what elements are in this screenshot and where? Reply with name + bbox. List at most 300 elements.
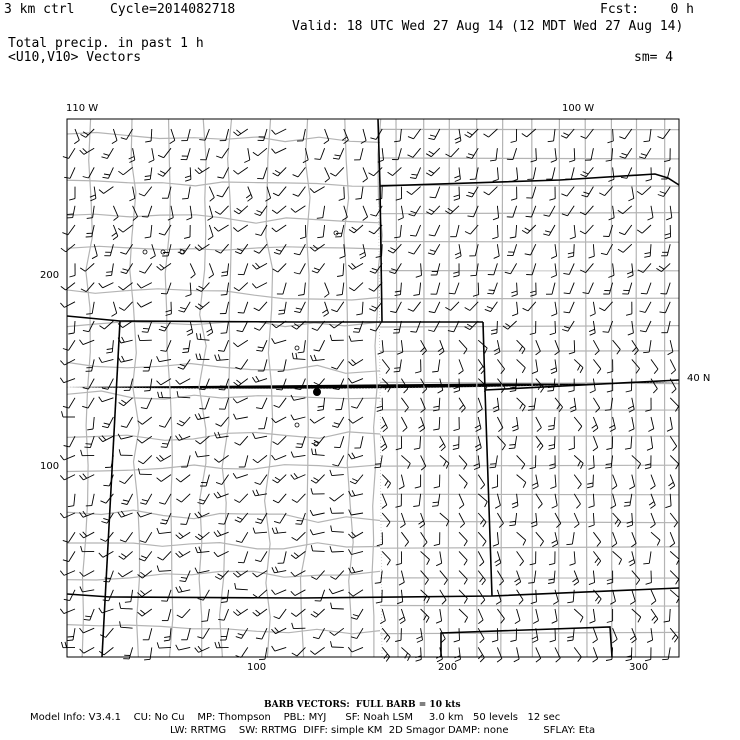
wind-barb [161,590,171,601]
barb-flag [119,449,120,455]
barb-staff [613,263,614,275]
barb-staff [103,283,114,288]
barb-flag [370,215,376,217]
barb-staff [459,359,463,370]
barb-flag [252,284,256,289]
barb-flag [102,388,108,389]
barb-flag [624,506,630,507]
barb-staff [585,225,593,234]
barb-staff [161,475,171,482]
barb-flag [314,350,320,351]
wind-barb [509,436,517,448]
barb-flag [352,360,356,364]
wind-barb [145,129,152,142]
barb-flag [81,134,86,137]
barb-flag [495,505,500,508]
barb-staff [630,494,632,506]
wind-barb [129,187,134,201]
wind-barb [160,513,171,524]
barb-flag [258,347,264,348]
barb-staff [440,513,449,521]
barb-flag [626,391,632,392]
wind-barb [120,532,133,542]
barb-flag [349,336,351,342]
barb-staff [144,187,151,196]
barb-flag [199,413,202,418]
wind-barb [200,475,209,487]
wind-barb [493,532,499,546]
barb-flag [464,464,467,469]
wind-barb [517,359,526,373]
wind-barb [317,398,324,411]
barb-flag [593,428,598,432]
wind-barb [515,609,520,624]
barb-flag [332,465,338,466]
barb-staff [382,417,387,428]
barb-staff [459,647,461,659]
wind-barb [426,167,440,176]
wind-barb [574,417,582,431]
wind-barb [348,532,363,538]
barb-flag [330,470,332,476]
barb-flag [370,138,376,140]
wind-barb [113,206,118,221]
barb-staff [625,148,632,158]
wind-barb [63,340,75,350]
wind-barb [670,551,679,564]
barb-staff [275,647,286,651]
wind-barb [670,628,678,642]
wind-barb [429,225,440,236]
wind-barb [436,609,442,623]
barb-flag [576,504,580,508]
wind-barb [256,628,267,639]
barb-staff [258,590,267,598]
barb-flag [630,563,635,566]
wind-barb [139,551,152,561]
wind-barb [637,187,651,195]
barb-staff [393,244,401,253]
wind-barb [536,417,542,432]
barb-staff [593,571,594,583]
barb-flag [619,137,625,139]
wind-barb [574,455,583,468]
barb-flag [378,352,384,354]
barb-flag [455,137,461,139]
barb-staff [209,225,213,236]
barb-flag [644,256,650,257]
wind-barb [99,608,114,613]
wind-barb [593,340,599,355]
barb-staff [334,494,344,501]
wind-barb [478,590,485,605]
barb-staff [549,206,555,217]
wind-barb [349,590,364,596]
wind-barb [430,187,440,198]
wind-barb [648,417,653,432]
barb-staff [276,225,286,232]
wind-barb [612,532,617,547]
wind-barb [454,417,460,431]
barb-staff [400,129,401,141]
barb-flag [331,603,332,609]
barb-staff [459,129,461,141]
wind-barb [552,532,558,547]
barb-flag [468,192,474,194]
wind-barb [209,187,214,202]
barb-staff [459,551,467,560]
wind-barb [658,129,671,139]
barb-flag [493,544,499,546]
barb-flag [157,528,159,534]
barb-staff [517,609,520,621]
barb-flag [644,141,650,142]
wind-barb [106,263,114,276]
wind-barb [581,167,594,176]
wind-barb [69,263,75,277]
barb-flag [643,352,649,353]
wind-barb [118,571,133,577]
barb-flag [530,291,536,293]
barb-flag [570,563,576,565]
barb-staff [360,436,363,448]
wind-barb [255,475,267,485]
barb-flag [545,231,551,233]
wind-barb [581,129,594,139]
barb-staff [670,590,679,598]
wind-barb [549,551,555,564]
barb-flag [160,171,165,174]
barb-flag [237,208,242,211]
barb-flag [183,349,189,350]
barb-flag [630,636,635,640]
barb-flag [657,540,660,545]
barb-flag [142,217,148,218]
barb-flag [619,559,622,564]
wind-barb [310,187,325,193]
barb-staff [517,302,518,314]
barb-flag [352,453,355,458]
barb-staff [152,244,156,256]
wind-barb [533,609,538,624]
barb-flag [186,218,192,220]
wind-barb [401,417,407,432]
barb-flag [493,406,499,408]
wind-barb [181,148,191,160]
wind-barb [408,148,421,157]
barb-staff [239,283,248,291]
wind-barb [381,436,387,451]
barb-staff [536,417,542,428]
wind-barb [310,510,324,515]
barb-staff [508,321,517,329]
barb-flag [259,659,265,660]
barb-flag [516,582,521,585]
wind-barb [563,263,574,274]
barb-flag [532,371,538,373]
barb-flag [650,505,655,509]
barb-flag [549,563,555,564]
barb-staff [124,551,133,559]
wind-barb [234,283,248,291]
wind-barb [252,376,267,382]
barb-staff [275,590,286,595]
wind-barb [334,436,344,447]
barb-flag [569,160,575,162]
barb-flag [255,560,261,562]
barb-flag [195,170,199,174]
barb-staff [420,436,421,448]
wind-barb [651,359,658,373]
barb-flag [676,579,679,584]
wind-barb [102,148,114,158]
barb-staff [625,129,632,139]
wind-barb [100,321,114,329]
barb-flag [396,506,402,508]
barb-staff [256,283,267,289]
barb-staff [555,609,557,621]
barb-flag [81,450,83,456]
barb-flag [413,506,419,507]
barb-flag [522,368,525,373]
wind-barb [254,244,267,253]
barb-flag [523,482,526,487]
barb-flag [387,522,390,527]
barb-flag [294,553,299,557]
wind-barb [209,263,214,278]
wind-barb [214,551,229,556]
barb-flag [336,295,342,296]
barb-staff [325,167,330,178]
barb-flag [161,447,167,448]
barb-flag [157,356,160,361]
barb-flag [180,307,186,309]
barb-flag [526,216,532,217]
barb-flag [122,337,125,342]
barb-staff [567,187,574,197]
wind-barb [103,571,113,582]
barb-staff [339,148,344,159]
barb-flag [272,590,276,595]
barb-staff [354,283,363,291]
barb-staff [440,551,442,563]
barb-flag [567,602,573,603]
wind-barb [380,609,385,624]
barb-flag [495,352,500,355]
barb-flag [112,313,117,316]
barb-staff [536,359,538,371]
barb-flag [176,535,180,539]
wind-barb [138,335,152,341]
barb-staff [126,532,133,542]
barb-staff [92,494,94,506]
wind-barb [157,356,171,361]
wind-barb [624,494,632,506]
barb-flag [453,272,459,274]
wind-barb [590,302,595,316]
barb-staff [613,513,621,522]
barb-staff [69,551,75,561]
barb-staff [190,167,191,179]
wind-barb [324,283,329,298]
wind-barb [294,263,306,274]
barb-flag [118,434,121,439]
barb-staff [167,283,171,294]
wind-barb [356,302,363,315]
barb-flag [578,484,582,489]
barb-staff [112,340,113,352]
barb-flag [615,519,618,524]
barb-flag [310,419,314,423]
barb-flag [272,480,277,483]
barb-flag [589,583,595,585]
barb-staff [151,225,152,237]
wind-barb [363,167,368,182]
barb-staff [555,475,556,487]
barb-staff [493,283,497,294]
wind-barb [553,590,558,605]
barb-staff [313,513,325,516]
barb-staff [190,263,195,274]
wind-barb [574,513,579,528]
wind-barb [63,551,75,561]
barb-staff [94,187,96,199]
wind-barb [349,359,364,365]
wind-barb [517,475,526,488]
barb-staff [165,321,171,331]
barb-staff [651,590,656,601]
county-line [380,465,679,466]
wind-barb [63,398,75,408]
wind-barb [354,148,363,160]
barb-flag [549,445,555,446]
wind-barb [569,148,575,162]
wind-barb [491,321,497,334]
barb-staff [613,551,622,559]
barb-flag [114,217,119,221]
wind-barb [176,494,190,502]
barb-legend: BARB VECTORS: FULL BARB = 10 kts [264,700,461,710]
barb-staff [315,647,325,654]
wind-barb [388,167,402,175]
barb-flag [578,365,581,370]
barb-flag [119,308,124,311]
barb-staff [382,494,387,505]
wind-barb [613,340,621,354]
barb-staff [571,167,574,179]
barb-flag [311,480,316,483]
wind-barb [536,436,543,450]
barb-flag [216,424,222,427]
wind-barb [382,628,390,642]
barb-staff [188,187,190,199]
barb-flag [221,602,227,603]
barb-staff [313,359,325,360]
barb-staff [337,302,344,312]
barb-staff [393,167,402,175]
barb-staff [574,494,580,504]
barb-flag [218,351,224,352]
barb-flag [255,214,261,216]
wind-barb [176,551,191,557]
wind-barb [522,225,536,234]
barb-flag [550,333,556,335]
barb-flag [297,444,303,445]
barb-flag [395,640,401,641]
barb-flag [369,289,374,292]
wind-barb [551,302,557,316]
barb-flag [668,352,673,355]
barb-flag [533,640,538,643]
barb-flag [143,328,149,329]
barb-flag [538,504,542,508]
barb-flag [637,230,642,233]
barb-flag [637,191,642,194]
barb-flag [87,429,93,430]
wind-barb [292,494,306,503]
barb-staff [73,628,75,640]
wind-barb [312,449,325,456]
barb-staff [113,302,116,314]
wind-barb [592,417,598,432]
wind-barb [197,333,210,340]
wind-barb [311,355,325,361]
wind-barb [628,321,634,335]
barb-flag [80,649,84,653]
barb-staff [517,417,519,429]
wind-barb [272,567,286,573]
wind-barb [315,590,325,601]
wind-barb [176,379,191,385]
barb-flag [523,540,526,545]
barb-flag [214,552,218,557]
barb-flag [430,250,436,252]
barb-staff [593,628,597,639]
barb-flag [509,525,515,526]
barb-flag [671,370,676,374]
barb-flag [380,621,385,624]
wind-barb [459,455,467,469]
wind-barb [143,628,152,640]
wind-barb [370,263,382,273]
barb-flag [293,175,299,177]
barb-staff [650,129,652,141]
barb-flag [121,138,127,140]
barb-flag [567,640,573,641]
wind-barb [157,642,171,648]
barb-staff [278,494,286,503]
wind-barb [330,167,344,176]
barb-flag [177,391,178,397]
barb-flag [428,138,434,139]
wind-barb [257,167,267,178]
barb-staff [127,417,133,427]
barb-flag [214,227,218,231]
barb-staff [431,148,440,157]
barb-staff [353,590,363,596]
wind-barb [144,647,152,660]
wind-barb [647,628,653,642]
wind-barb [180,513,190,524]
barb-flag [408,309,414,311]
barb-flag [99,397,102,402]
barb-flag [272,228,277,232]
barb-flag [61,642,63,648]
barb-staff [497,494,500,506]
wind-barb [478,532,486,546]
barb-staff [478,398,482,409]
wind-barb [612,475,617,490]
